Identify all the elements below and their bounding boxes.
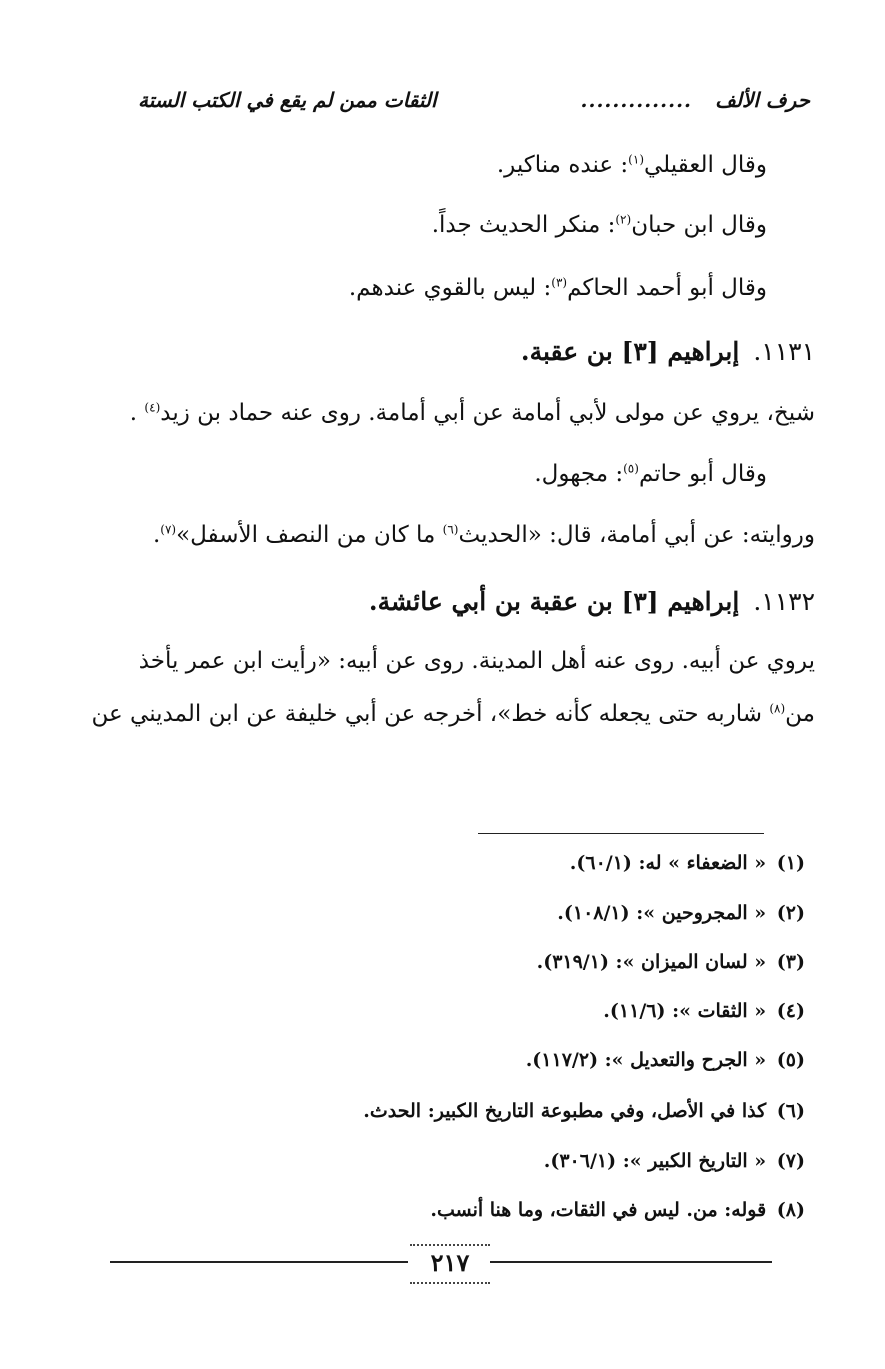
body-line-shaykh: شيخ، يروي عن مولى لأبي أمامة عن أبي أمامة. روى عنه حماد بن زيد$^{(٤)}$ . <box>129 400 815 426</box>
footnote-5: (٥) « الجرح والتعديل »: (١١٧/٢). <box>525 1049 805 1071</box>
entry-heading-1132 <box>95 587 815 616</box>
entry-name: إبراهيم [٣] بن عقبة بن أبي عائشة. <box>368 587 740 616</box>
body-line-abu-hatim: وقال أبو حاتم$^{(٥)}$: مجهول. <box>534 461 767 487</box>
footnote-ref: (٥) <box>623 461 639 476</box>
header-chapter: حرف الألف <box>715 88 810 112</box>
body-line-ibn-hibban: وقال ابن حبان$^{(٢)}$: منكر الحديث جداً. <box>431 212 767 238</box>
footnote-ref: (٣) <box>551 275 568 290</box>
footer-rule-left <box>110 1261 408 1263</box>
entry-name: إبراهيم [٣] بن عقبة. <box>520 337 740 366</box>
footnote-ref: (٧) <box>160 522 177 537</box>
footnote-separator <box>478 833 764 834</box>
footnote-1: (١) « الضعفاء » له: (٦٠/١). <box>569 852 805 874</box>
footnote-ref: (٤) <box>144 400 161 415</box>
footnote-7: (٧) « التاريخ الكبير »: (٣٠٦/١). <box>543 1150 805 1172</box>
footnote-ref: (٨) <box>769 701 786 716</box>
footnote-4: (٤) « الثقات »: (١١/٦). <box>603 1000 805 1022</box>
body-line-sharib: من$^{(٨)}$ شاربه حتى يجعله كأنه خط»، أخرجه عن أبي خليفة عن ابن المديني عن <box>91 701 815 727</box>
footnote-2: (٢) « المجروحين »: (١٠٨/١). <box>557 902 805 924</box>
entry-number: ١١٣١. <box>753 337 815 366</box>
body-line-riwayah: وروايته: عن أبي أمامة، قال: «الحديث$^{(٦)}$ ما كان من النصف الأسفل»$^{(٧)}$. <box>152 522 815 548</box>
footnote-8: (٨) قوله: من. ليس في الثقات، وما هنا أنسب. <box>430 1199 805 1221</box>
footnote-ref: (٢) <box>615 212 632 227</box>
page-number: ٢١٧ <box>410 1244 490 1284</box>
header-book-title: الثقات ممن لم يقع في الكتب الستة <box>138 88 437 112</box>
running-header <box>138 88 810 122</box>
header-dots: .............. <box>580 88 692 112</box>
body-line-hakim: وقال أبو أحمد الحاكم$^{(٣)}$: ليس بالقوي عندهم. <box>348 275 767 301</box>
footnote-ref: (٦) <box>442 522 459 537</box>
footnote-ref: (١) <box>628 152 644 167</box>
footnote-3: (٣) « لسان الميزان »: (٣١٩/١). <box>536 951 805 973</box>
footnote-6: (٦) كذا في الأصل، وفي مطبوعة التاريخ الكبير: الحدث. <box>363 1100 805 1122</box>
body-line-uqayli: وقال العقيلي$^{(١)}$: عنده مناكير. <box>496 152 767 178</box>
entry-number: ١١٣٢. <box>753 587 815 616</box>
footer-rule-right <box>490 1261 772 1263</box>
body-line-yarwi: يروي عن أبيه. روى عنه أهل المدينة. روى عن أبيه: «رأيت ابن عمر يأخذ <box>138 648 815 674</box>
entry-heading-1131 <box>95 337 815 366</box>
